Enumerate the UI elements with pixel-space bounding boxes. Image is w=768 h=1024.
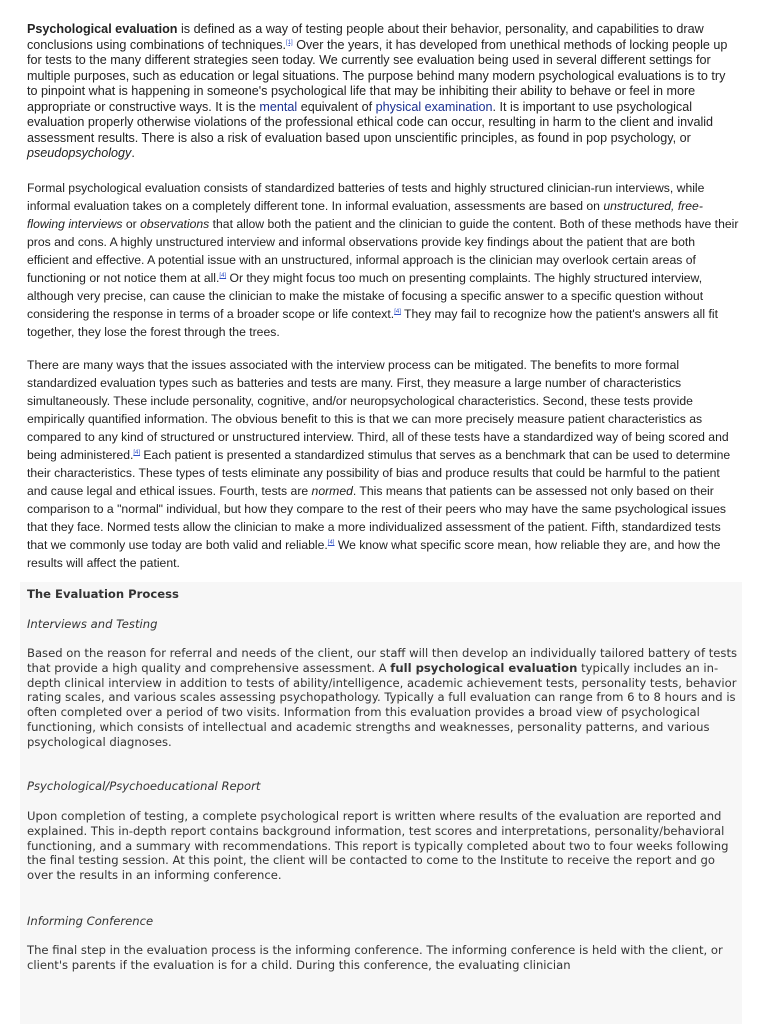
report-heading: Psychological/Psychoeducational Report <box>27 779 261 793</box>
text-run: There are many ways that the issues associated with the interview process can be mitigated. The benefits to more formal standardized evaluation types such as batteries and tests are many. First, they measure a large number of characteristics simultaneously. These include personality, cognitive, and/or neuropsychological characteristics. Second, these tests provide empirically quantified information. The obvious benefit to this is that we can more precisely measure patient characteristics as compared to any kind of structured or unstructured interview. Third, all of these tests have a standardized way of being scored and being administered. <box>27 358 729 462</box>
text-run: We know what specific score mean, how reliable they are, and how the results will affect the patient. <box>27 538 721 570</box>
citation-link[interactable]: [4] <box>394 309 401 315</box>
emphasis-text: unstructured, free-flowing interviews <box>27 199 703 231</box>
physical-examination-link[interactable]: physical examination <box>375 99 493 114</box>
text-run: Formal psychological evaluation consists of standardized batteries of tests and highly structured clinician-run interviews, while informal evaluation takes on a completely different tone. In informal evaluation, assessments are based on <box>27 181 705 213</box>
text-run: Each patient is presented a standardized stimulus that serves as a benchmark that can be used to determine their characteristics. These types of tests eliminate any possibility of bias and produce results that could be harmful to the patient and cause legal and ethical issues. Fourth, tests are <box>27 448 731 498</box>
text-run: equivalent of <box>297 99 376 114</box>
citation-ref[interactable] <box>286 40 293 46</box>
report-paragraph: Upon completion of testing, a complete psychological report is written where results of the evaluation are reported and explained. This in-depth report contains background information, test scores and interpretations, personality/behavioral functioning, and a summary with recommendations. This report is typically completed about two to four weeks following the final testing session. At this point, the client will be contacted to come to the Institute to receive the report and go over the results in an informing conference. <box>27 809 729 883</box>
text-run: . It is important to use psychological evaluation properly otherwise violations of the professional ethical code can occur, resulting in harm to the client and invalid assessment results. There is also a risk of evaluation based upon unscientific principles, as found in pop psychology, or <box>27 99 714 145</box>
section-title: The Evaluation Process <box>27 587 179 601</box>
text-run: is defined as a way of testing people about their behavior, personality, and capabilities to draw conclusions using combinations of techniques. <box>27 22 704 52</box>
intro-paragraph <box>27 22 739 162</box>
text-run: typically includes an in-depth clinical interview in addition to tests of ability/intelligence, academic achievement tests, personality tests, behavior rating scales, and various scales assessing psychopathology. Typically a full evaluation can range from 6 to 8 hours and is often completed over a period of two visits. Information from this evaluation provides a broad view of psychological functioning, which consists of intellectual and academic strengths and weaknesses, personality patterns, and various psychological diagnoses. <box>27 660 737 749</box>
citation-link[interactable]: [4] <box>133 450 141 456</box>
mental-link[interactable]: mental <box>259 99 298 114</box>
interviews-testing-paragraph <box>27 646 739 750</box>
mitigation-paragraph <box>27 356 739 572</box>
informing-conference-heading: Informing Conference <box>27 914 154 928</box>
term-psychological-evaluation: Psychological evaluation <box>27 22 178 36</box>
evaluation-process-section <box>20 582 742 1024</box>
text-run: or <box>122 217 141 231</box>
citation-ref[interactable] <box>394 309 401 315</box>
interviews-testing-heading: Interviews and Testing <box>27 617 158 631</box>
formal-informal-paragraph <box>27 179 739 341</box>
text-run: They may fail to recognize how the patient's answers all fit together, they lose the forest through the trees. <box>27 307 718 339</box>
text-run: that allow both the patient and the clinician to guide the content. Both of these methods have their pros and cons. A highly unstructured interview and informal observations provide key findings about the patient that are both efficient and effective. A potential issue with an unstructured, informal approach is the clinician may overlook certain areas of functioning or not notice them at all. <box>27 217 739 285</box>
text-run: Over the years, it has developed from unethical methods of locking people up for tests to the many different strategies seen today. We currently see evaluation being used in several different settings for multiple purposes, such as education or legal situations. The purpose behind many modern psychological evaluations is to try to pinpoint what is happening in someone's psychological life that may be inhibiting their ability to behave or feel in more appropriate or constructive ways. It is the <box>27 37 728 114</box>
emphasis-text: normed <box>311 484 353 498</box>
text-run: . <box>131 146 135 160</box>
informing-conference-paragraph: The final step in the evaluation process is the informing conference. The informing conference is held with the client, or client's parents if the evaluation is for a child. During this conference, the evaluating clinician <box>27 943 723 972</box>
citation-link[interactable]: [1] <box>286 39 293 46</box>
citation-link[interactable]: [4] <box>219 273 227 279</box>
full-evaluation-term: full psychological evaluation <box>390 660 578 675</box>
pseudopsychology-term: pseudopsychology <box>27 146 132 160</box>
emphasis-text: observations <box>140 217 210 231</box>
text-run: Based on the reason for referral and needs of the client, our staff will then develop an individually tailored battery of tests that provide a high quality and comprehensive assessment. A <box>27 646 738 675</box>
text-run: . This means that patients can be assessed not only based on their comparison to a "normal" individual, but how they compare to the rest of their peers who may have the same psychological issues that they face. Normed tests allow the clinician to make a more individualized assessment of the patient. Fifth, standardized tests that we commonly use today are both valid and reliable. <box>27 484 726 552</box>
citation-link[interactable]: [4] <box>327 540 335 546</box>
text-run: Or they might focus too much on presenting complaints. The highly structured interview, although very precise, can cause the clinician to make the mistake of focusing a specific answer to a specific question without considering the response in terms of a broader scope or life context. <box>27 271 704 321</box>
